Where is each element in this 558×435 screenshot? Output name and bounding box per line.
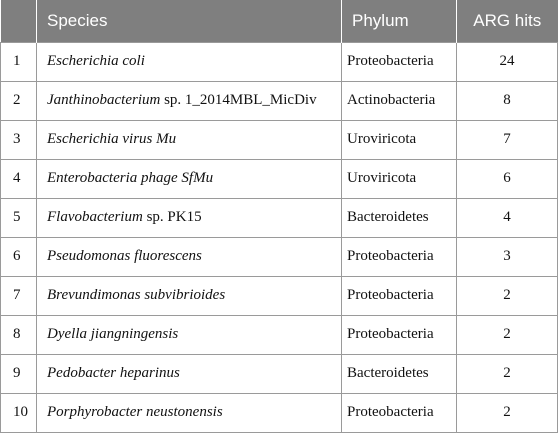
species-name: Enterobacteria phage SfMu: [47, 170, 214, 186]
phylum-cell: Uroviricota: [342, 159, 457, 198]
row-index: 3: [1, 120, 37, 159]
table-row: [1, 81, 558, 120]
table-row: [1, 393, 558, 432]
species-cell: [37, 198, 342, 237]
row-index: 9: [1, 354, 37, 393]
header-index: [1, 0, 37, 42]
header-species: Species: [37, 0, 342, 42]
table-row: [1, 198, 558, 237]
species-cell: [37, 276, 342, 315]
species-suffix: sp. 1_2014MBL_MicDiv: [160, 92, 317, 108]
species-suffix: sp. PK15: [142, 209, 202, 225]
arg-hits-cell: 2: [457, 354, 558, 393]
table-row: [1, 237, 558, 276]
row-index: 1: [1, 42, 37, 81]
table-row: [1, 159, 558, 198]
phylum-cell: Proteobacteria: [342, 315, 457, 354]
species-name: Pseudomonas fluorescens: [47, 248, 202, 264]
row-index: 5: [1, 198, 37, 237]
phylum-cell: Uroviricota: [342, 120, 457, 159]
phylum-cell: Proteobacteria: [342, 393, 457, 432]
arg-hits-cell: 6: [457, 159, 558, 198]
row-index: 7: [1, 276, 37, 315]
species-cell: [37, 81, 342, 120]
table-row: [1, 315, 558, 354]
species-name: Janthinobacterium: [47, 92, 161, 108]
species-name: Porphyrobacter neustonensis: [47, 404, 223, 420]
species-cell: [37, 393, 342, 432]
header-arg-hits: ARG hits: [457, 0, 558, 42]
arg-hits-cell: 7: [457, 120, 558, 159]
row-index: 4: [1, 159, 37, 198]
phylum-cell: Actinobacteria: [342, 81, 457, 120]
species-cell: [37, 354, 342, 393]
phylum-cell: Bacteroidetes: [342, 354, 457, 393]
arg-hits-cell: 2: [457, 315, 558, 354]
species-name: Escherichia coli: [47, 53, 145, 69]
arg-hits-cell: 2: [457, 276, 558, 315]
species-cell: [37, 315, 342, 354]
row-index: 6: [1, 237, 37, 276]
species-name: Escherichia virus Mu: [47, 131, 177, 147]
species-cell: [37, 237, 342, 276]
species-name: Flavobacterium: [47, 209, 143, 225]
phylum-cell: Proteobacteria: [342, 42, 457, 81]
table-body: [1, 42, 558, 432]
arg-hits-cell: 2: [457, 393, 558, 432]
table-row: [1, 354, 558, 393]
row-index: 2: [1, 81, 37, 120]
species-cell: [37, 120, 342, 159]
header-row: [1, 0, 558, 42]
species-cell: [37, 159, 342, 198]
table-row: [1, 42, 558, 81]
arg-hits-cell: 3: [457, 237, 558, 276]
arg-hits-cell: 8: [457, 81, 558, 120]
header-phylum: Phylum: [342, 0, 457, 42]
species-name: Pedobacter heparinus: [47, 365, 180, 381]
row-index: 8: [1, 315, 37, 354]
arg-hits-cell: 4: [457, 198, 558, 237]
row-index: 10: [1, 393, 37, 432]
species-name: Brevundimonas subvibrioides: [47, 287, 226, 303]
table-header: [1, 0, 558, 42]
table-row: [1, 276, 558, 315]
arg-hits-cell: 24: [457, 42, 558, 81]
species-cell: [37, 42, 342, 81]
table-row: [1, 120, 558, 159]
phylum-cell: Bacteroidetes: [342, 198, 457, 237]
phylum-cell: Proteobacteria: [342, 237, 457, 276]
phylum-cell: Proteobacteria: [342, 276, 457, 315]
species-name: Dyella jiangningensis: [47, 326, 179, 342]
